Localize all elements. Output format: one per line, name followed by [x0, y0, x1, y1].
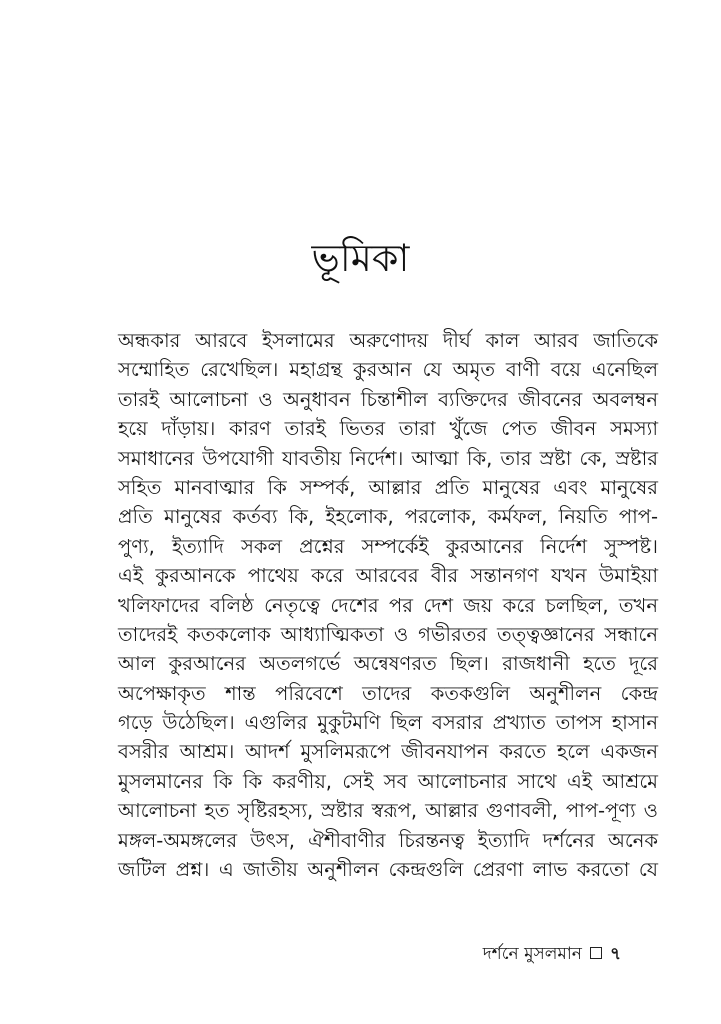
text-line: তাদেরই কতকলোক আধ্যাত্মিকতা ও গভীরতর তত্ত্বজ্ঞানের সন্ধানে	[118, 622, 658, 646]
page-footer	[483, 942, 621, 966]
running-title: দর্শনে মুসলমান	[482, 944, 582, 964]
text-line: মঙ্গল-অমঙ্গলের উৎস, ঐশীবাণীর চিরন্তনত্ব ইত্যাদি দর্শনের অনেক	[118, 828, 658, 852]
text-line: খলিফাদের বলিষ্ঠ নেতৃত্বে দেশের পর দেশ জয় করে চলছিল, তখন	[118, 593, 658, 617]
text-line: জটিল প্রশ্ন। এ জাতীয় অনুশীলন কেন্দ্রগুলি প্রেরণা লাভ করতো যে	[118, 858, 658, 882]
text-line: প্রতি মানুষের কর্তব্য কি, ইহলোক, পরলোক, কর্মফল, নিয়তি পাপ-	[118, 505, 658, 529]
text-line: আলোচনা হত সৃষ্টিরহস্য, স্রষ্টার স্বরূপ, আল্লার গুণাবলী, পাপ-পূণ্য ও	[118, 799, 658, 823]
text-line: তারই আলোচনা ও অনুধাবন চিন্তাশীল ব্যক্তিদের জীবনের অবলম্বন	[118, 387, 658, 411]
text-line: হয়ে দাঁড়ায়। কারণ তারই ভিতর তারা খুঁজে পেত জীবন সমস্যা	[118, 417, 658, 441]
page-number: ৭	[609, 944, 621, 964]
text-line: অন্ধকার আরবে ইসলামের অরুণোদয় দীর্ঘ কাল আরব জাতিকে	[118, 329, 658, 352]
text-line: সমাধানের উপযোগী যাবতীয় নির্দেশ। আত্মা কি, তার স্রষ্টা কে, স্রষ্টার	[118, 446, 658, 470]
text-line: সহিত মানবাত্মার কি সম্পর্ক, আল্লার প্রতি মানুষের এবং মানুষের	[118, 475, 658, 499]
text-line: পুণ্য, ইত্যাদি সকল প্রশ্নের সম্পর্কেই কুরআনের নির্দেশ সুস্পষ্ট।	[118, 534, 658, 558]
text-line: এই কুরআনকে পাথেয় করে আরবের বীর সন্তানগণ যখন উমাইয়া	[118, 564, 658, 588]
square-icon	[590, 947, 602, 959]
body-paragraph	[118, 326, 658, 884]
text-line: মুসলমানের কি কি করণীয়, সেই সব আলোচনার সাথে এই আশ্রমে	[118, 769, 658, 793]
text-line: গড়ে উঠেছিল। এগুলির মুকুটমণি ছিল বসরার প্রখ্যাত তাপস হাসান	[118, 711, 658, 735]
text-line: সম্মোহিত রেখেছিল। মহাগ্রন্থ কুরআন যে অমৃত বাণী বয়ে এনেছিল	[118, 358, 658, 382]
text-line: বসরীর আশ্রম। আদর্শ মুসলিমরূপে জীবনযাপন করতে হলে একজন	[118, 740, 658, 764]
page-title: ভূমিকা	[311, 236, 410, 280]
text-line: আল কুরআনের অতলগর্ভে অন্বেষণরত ছিল। রাজধানী হতে দূরে	[118, 652, 658, 676]
text-line: অপেক্ষাকৃত শান্ত পরিবেশে তাদের কতকগুলি অনুশীলন কেন্দ্র	[118, 681, 658, 705]
